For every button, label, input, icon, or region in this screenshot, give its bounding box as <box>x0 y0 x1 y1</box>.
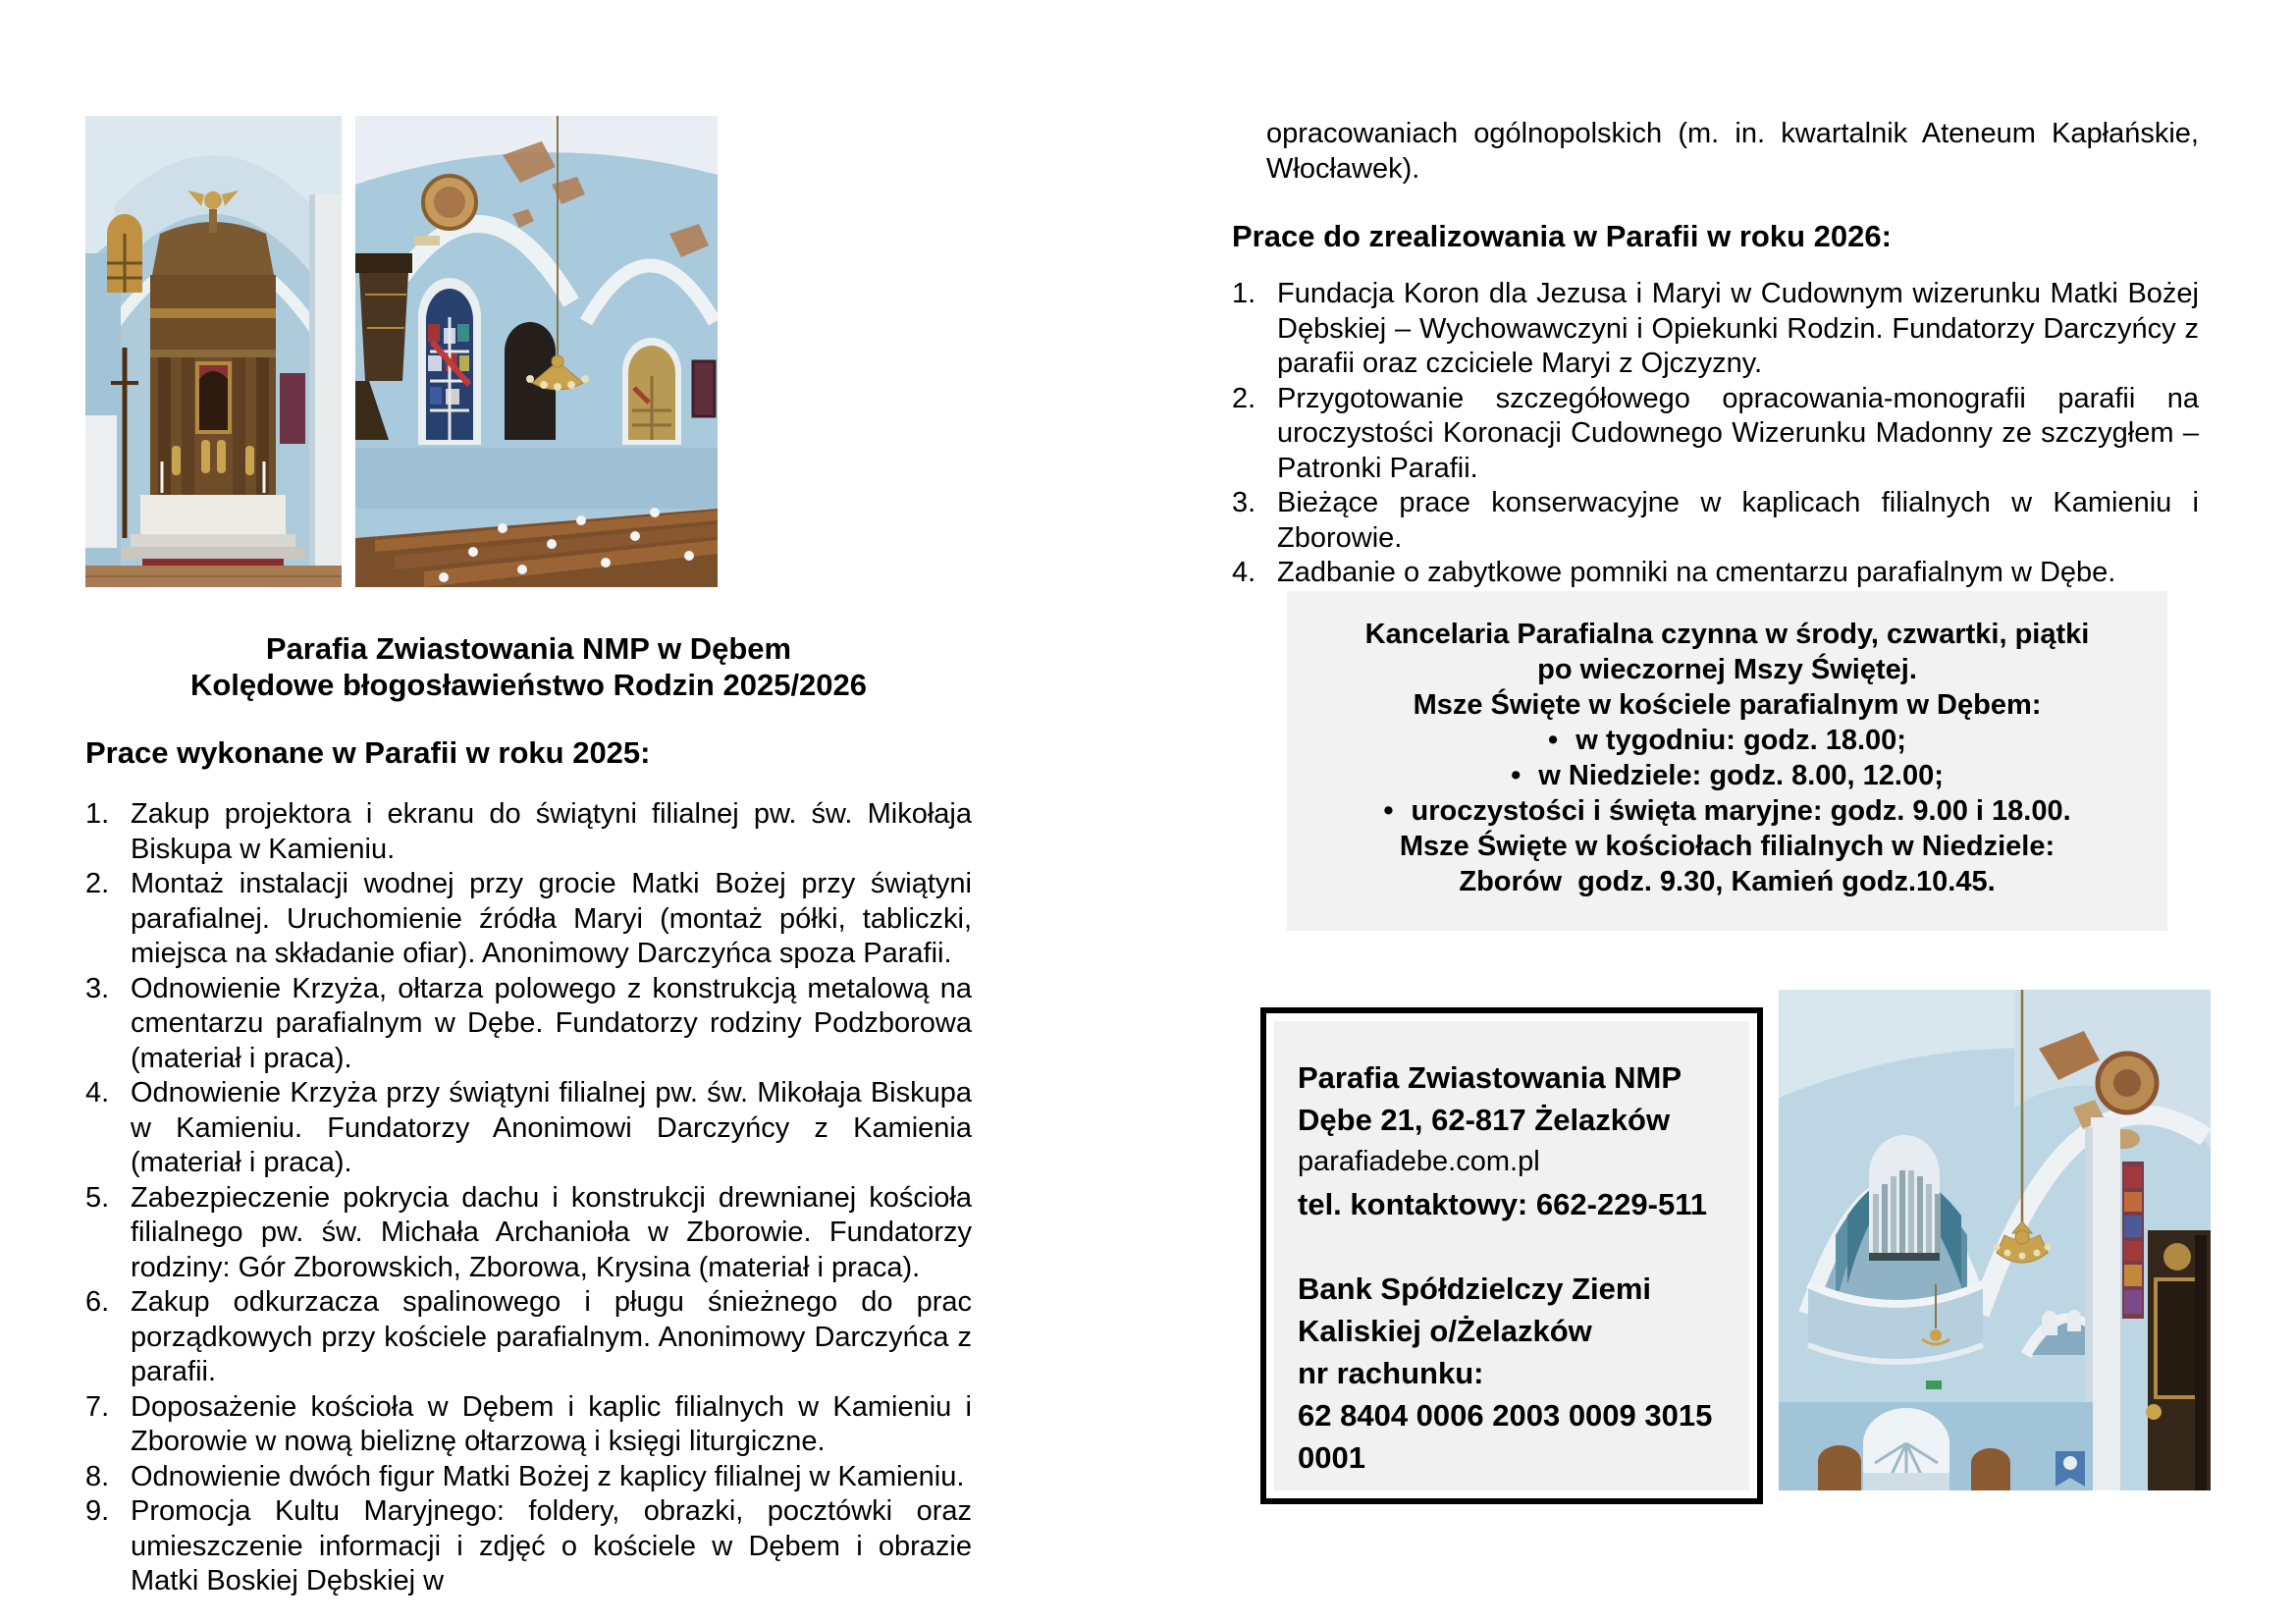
mass-time-text: uroczystości i święta maryjne: godz. 9.00 i 18.00. <box>1411 795 2071 827</box>
church-nave-photo-graphic <box>355 116 718 587</box>
church-organ-loft-photo-graphic <box>1779 990 2211 1490</box>
mass-time-bullet <box>1287 758 2167 793</box>
item-text: Zabezpieczenie pokrycia dachu i konstrukcji drewnianej kościoła filialnego pw. św. Michała Archanioła w Zborowie. Fundatorzy rodziny: Gór Zborowskich, Zborowa, Krysina (materiał i praca). <box>131 1181 972 1283</box>
item-number: 1. <box>85 798 110 830</box>
item-text: Montaż instalacji wodnej przy grocie Matki Bożej przy świątyni parafialnej. Uruchomienie źródła Maryi (montaż półki, tabliczki, miejsca na składanie ofiar). Anonimowy Darczyńca spoza Parafii. <box>131 868 972 969</box>
list-item <box>85 972 972 1077</box>
list-item <box>85 1076 972 1181</box>
parish-website: parafiadebe.com.pl <box>1298 1146 1540 1177</box>
list-item <box>85 867 972 972</box>
list-item <box>85 1181 972 1286</box>
works-2025-heading: Prace wykonane w Parafii w roku 2025: <box>85 735 651 770</box>
item-number: 3. <box>1232 487 1256 518</box>
item-text: Zadbanie o zabytkowe pomniki na cmentarzu parafialnym w Dębe. <box>1277 557 2116 588</box>
contact-box <box>1260 1007 1763 1504</box>
item-number: 2. <box>1232 382 1256 414</box>
bank-name-line2: Kaliskiej o/Żelazków <box>1298 1314 1592 1348</box>
item-text: Odnowienie Krzyża przy świątyni filialnej pw. św. Mikołaja Biskupa w Kamieniu. Fundatorzy Anonimowi Darczyńcy z Kamienia (materiał i praca). <box>131 1077 972 1178</box>
church-altar-photo <box>85 116 342 587</box>
list-item <box>1232 556 2199 591</box>
list-item <box>1232 486 2199 556</box>
page-title-line1: Parafia Zwiastowania NMP w Dębem <box>265 631 792 666</box>
office-line: Zborów godz. 9.30, Kamień godz.10.45. <box>1459 866 1996 897</box>
parish-address: Dębe 21, 62-817 Żelazków <box>1298 1103 1671 1137</box>
office-line: Msze Święte w kościołach filialnych w Niedziele: <box>1399 831 2056 862</box>
item-number: 1. <box>1232 278 1256 309</box>
page-title <box>85 630 972 703</box>
account-label: nr rachunku: <box>1298 1356 1484 1390</box>
item-text: Zakup projektora i ekranu do świątyni filialnej pw. św. Mikołaja Biskupa w Kamieniu. <box>131 798 972 865</box>
item-text: Zakup odkurzacza spalinowego i pługu śnieżnego do prac porządkowych przy kościele parafialnym. Anonimowy Darczyńca z parafii. <box>131 1286 972 1387</box>
list-item <box>85 1460 972 1495</box>
item-text: Promocja Kultu Maryjnego: foldery, obrazki, pocztówki oraz umieszczenie informacji i zdjęć o kościele w Dębem i obrazie Matki Boskiej Dębskiej w <box>131 1495 972 1597</box>
church-nave-photo <box>355 116 718 587</box>
list-item <box>85 797 972 867</box>
list-item <box>85 1494 972 1599</box>
mass-time-bullet <box>1287 723 2167 758</box>
list-item <box>85 1390 972 1460</box>
item-number: 3. <box>85 972 110 1004</box>
list-item <box>1232 382 2199 487</box>
parish-phone: tel. kontaktowy: 662-229-511 <box>1298 1187 1707 1221</box>
office-line: Msze Święte w kościele parafialnym w Dębem: <box>1413 689 2042 721</box>
works-2025-list <box>85 797 972 1599</box>
bank-name-line1: Bank Spółdzielczy Ziemi <box>1298 1272 1652 1306</box>
office-hours-box <box>1287 591 2167 931</box>
item-text: Doposażenie kościoła w Dębem i kaplic filialnych w Kamieniu i Zborowie w nową bieliznę ołtarzową i księgi liturgiczne. <box>131 1390 972 1457</box>
item-number: 5. <box>85 1181 110 1214</box>
item-number: 2. <box>85 868 110 899</box>
plans-2026-heading: Prace do zrealizowania w Parafii w roku 2026: <box>1232 219 1892 253</box>
list-item <box>1232 277 2199 382</box>
office-line: po wieczornej Mszy Świętej. <box>1537 654 1917 685</box>
account-number-line1: 62 8404 0006 2003 0009 3015 <box>1298 1398 1713 1433</box>
contact-box-content <box>1274 1021 1749 1490</box>
bullet-icon: • <box>1383 795 1394 827</box>
item-number: 7. <box>85 1390 110 1423</box>
plans-2026-list <box>1232 277 2199 591</box>
bullet-icon: • <box>1548 725 1559 756</box>
item-text: Odnowienie Krzyża, ołtarza polowego z konstrukcją metalową na cmentarzu parafialnym w Dębe. Fundatorzy rodziny Podzborowa (materiał i praca). <box>131 972 972 1074</box>
item-text: Przygotowanie szczegółowego opracowania-monografii parafii na uroczystości Koronacji Cudownego Wizerunku Madonny ze szczygłem – Patronki Parafii. <box>1277 382 2199 484</box>
list-item <box>85 1285 972 1390</box>
account-number-line2: 0001 <box>1298 1440 1365 1475</box>
continuation-paragraph: opracowaniach ogólnopolskich (m. in. kwartalnik Ateneum Kapłańskie, Włocławek). <box>1266 118 2199 185</box>
item-number: 8. <box>85 1460 110 1492</box>
parish-name: Parafia Zwiastowania NMP <box>1298 1060 1682 1095</box>
item-text: Fundacja Koron dla Jezusa i Maryi w Cudownym wizerunku Matki Bożej Dębskiej – Wychowawczyni i Opiekunki Rodzin. Fundatorzy Darczyńcy z parafii oraz czciciele Maryi z Ojczyzny. <box>1277 278 2199 379</box>
mass-time-bullet <box>1287 793 2167 829</box>
item-text: Bieżące prace konserwacyjne w kaplicach filialnych w Kamieniu i Zborowie. <box>1277 487 2199 554</box>
page-title-line2: Kolędowe błogosławieństwo Rodzin 2025/2026 <box>189 668 868 702</box>
church-organ-loft-photo <box>1779 990 2211 1490</box>
mass-time-text: w Niedziele: godz. 8.00, 12.00; <box>1538 760 1944 791</box>
office-line: Kancelaria Parafialna czynna w środy, czwartki, piątki <box>1364 619 2090 650</box>
spacer <box>1298 1225 1734 1268</box>
item-number: 4. <box>1232 557 1256 588</box>
bullet-icon: • <box>1511 760 1522 791</box>
mass-time-text: w tygodniu: godz. 18.00; <box>1575 725 1906 756</box>
item-number: 9. <box>85 1495 110 1527</box>
item-text: Odnowienie dwóch figur Matki Bożej z kaplicy filialnej w Kamieniu. <box>131 1460 965 1492</box>
church-altar-photo-graphic <box>85 116 342 587</box>
item-number: 6. <box>85 1286 110 1318</box>
item-number: 4. <box>85 1077 110 1109</box>
